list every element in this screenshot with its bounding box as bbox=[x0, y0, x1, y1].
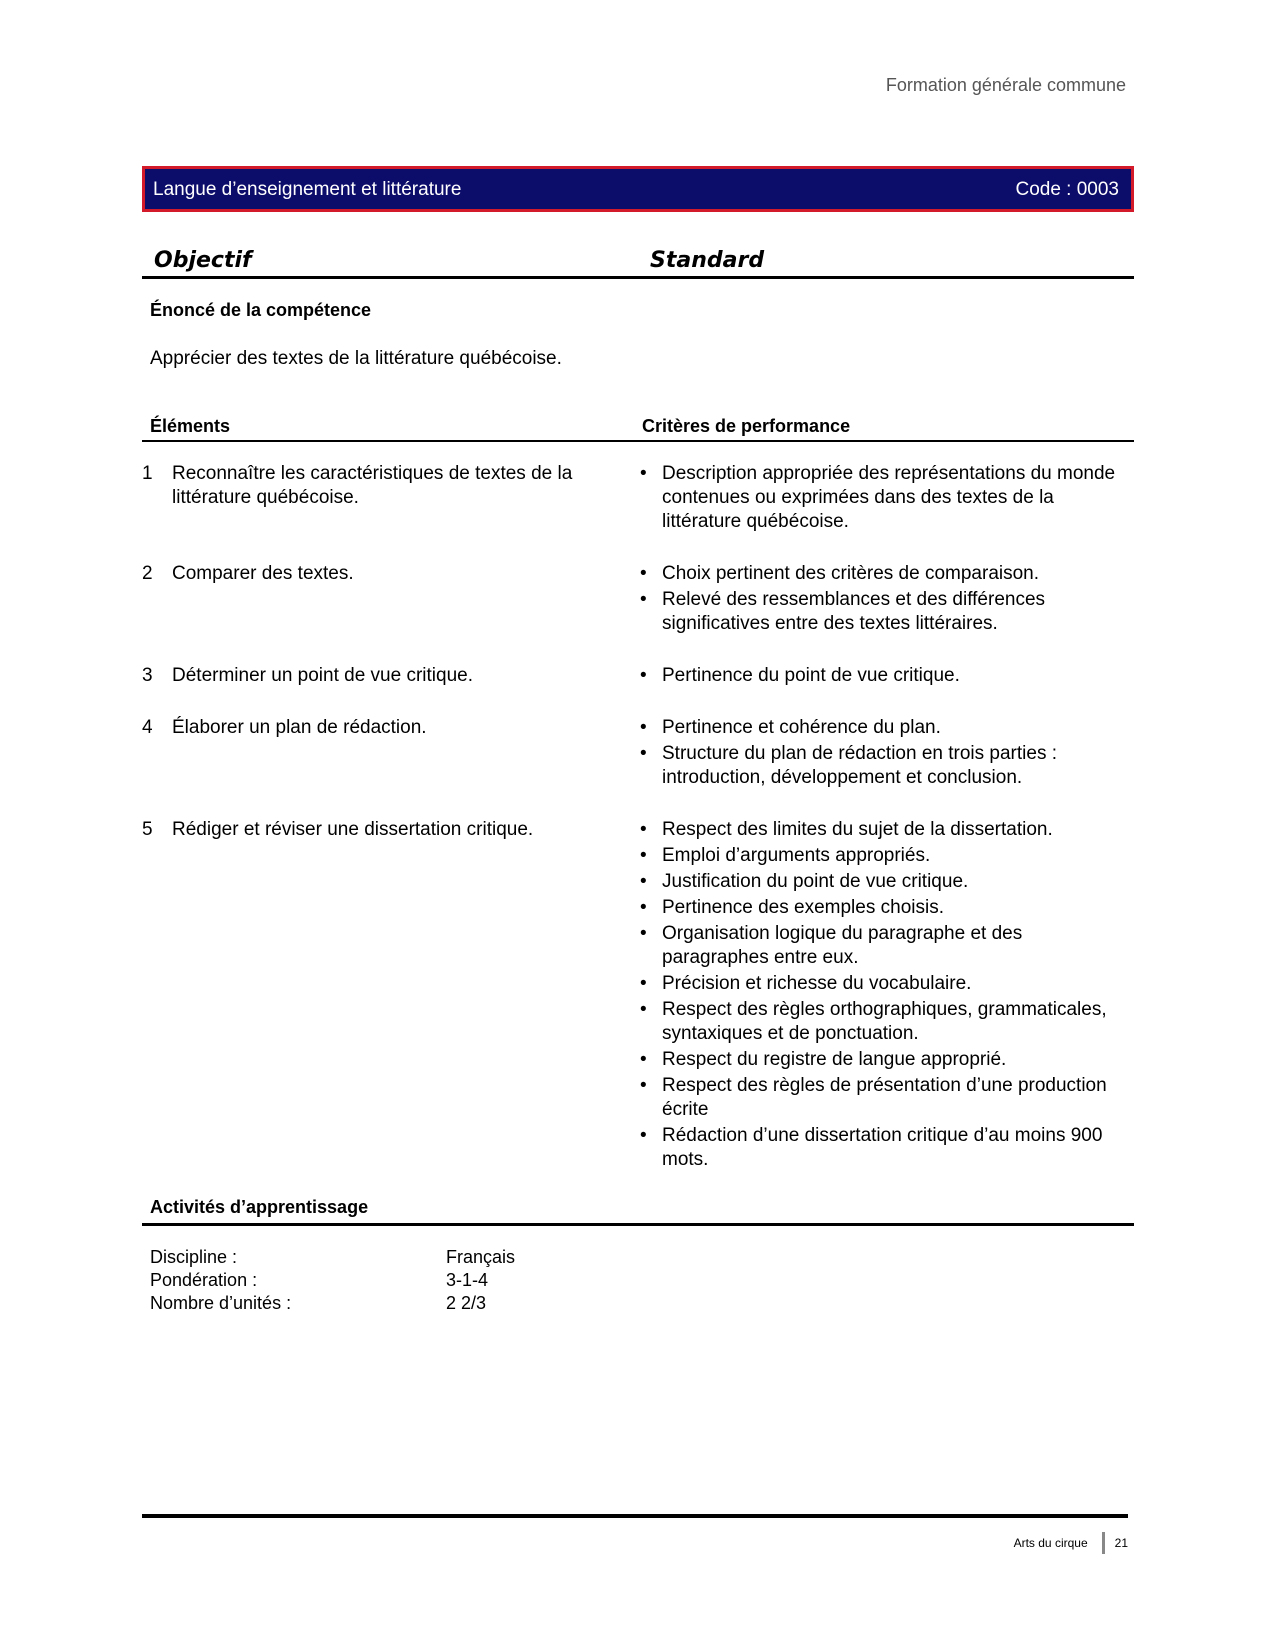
page-number: 21 bbox=[1114, 1536, 1128, 1550]
element-row bbox=[142, 462, 1134, 536]
criteria-list bbox=[636, 716, 1124, 792]
criterion-item: • Respect des règles orthographiques, grammaticales, syntaxiques et de ponctuation. bbox=[636, 998, 1124, 1046]
element-text: Déterminer un point de vue critique. bbox=[172, 665, 473, 686]
units-row bbox=[150, 1292, 515, 1315]
objective-standard-header bbox=[142, 246, 1134, 279]
criterion-item: • Relevé des ressemblances et des différences significatives entre des textes littéraires. bbox=[636, 588, 1124, 636]
course-code: Code : 0003 bbox=[1015, 179, 1119, 200]
footer-rule bbox=[142, 1514, 1128, 1518]
criteria-list bbox=[636, 664, 1124, 690]
element-text: Rédiger et réviser une dissertation critique. bbox=[172, 819, 534, 840]
criterion-item: • Respect des limites du sujet de la dissertation. bbox=[636, 818, 1124, 842]
criterion-item: • Précision et richesse du vocabulaire. bbox=[636, 972, 1124, 996]
discipline-value: Français bbox=[446, 1247, 516, 1267]
element-number: 4 bbox=[142, 717, 153, 738]
page-footer bbox=[1014, 1532, 1128, 1554]
element-text: Élaborer un plan de rédaction. bbox=[172, 717, 427, 738]
activities-label: Activités d’apprentissage bbox=[150, 1197, 369, 1217]
element-item bbox=[142, 562, 632, 638]
title-bar bbox=[142, 166, 1134, 212]
criterion-item: • Choix pertinent des critères de comparaison. bbox=[636, 562, 1124, 586]
criterion-item: • Emploi d’arguments appropriés. bbox=[636, 844, 1124, 868]
criterion-item: • Structure du plan de rédaction en trois parties : introduction, développement et conclusion. bbox=[636, 742, 1124, 790]
criterion-item: • Rédaction d’une dissertation critique d’au moins 900 mots. bbox=[636, 1124, 1124, 1172]
objectif-heading: Objectif bbox=[154, 248, 252, 273]
criterion-item: • Description appropriée des représentations du monde contenues ou exprimées dans des textes de la littérature québécoise. bbox=[636, 462, 1124, 534]
ponderation-value: 3-1-4 bbox=[446, 1270, 489, 1290]
element-text: Reconnaître les caractéristiques de textes de la littérature québécoise. bbox=[172, 463, 573, 508]
running-header: Formation générale commune bbox=[885, 75, 1126, 95]
elements-table bbox=[142, 462, 1134, 1200]
footer-separator bbox=[1102, 1532, 1105, 1554]
elements-column-label: Éléments bbox=[150, 416, 231, 436]
course-title: Langue d’enseignement et littérature bbox=[153, 179, 462, 200]
activities-header bbox=[142, 1195, 1134, 1226]
competence-text: Apprécier des textes de la littérature québécoise. bbox=[150, 348, 562, 369]
standard-heading: Standard bbox=[650, 248, 765, 273]
element-number: 2 bbox=[142, 563, 153, 584]
element-item bbox=[142, 462, 632, 536]
element-row bbox=[142, 818, 1134, 1174]
criteria-list bbox=[636, 818, 1124, 1174]
element-item bbox=[142, 664, 632, 690]
discipline-label: Discipline : bbox=[150, 1247, 238, 1267]
element-item bbox=[142, 716, 632, 792]
criterion-item: • Pertinence du point de vue critique. bbox=[636, 664, 1124, 688]
criterion-item: • Pertinence des exemples choisis. bbox=[636, 896, 1124, 920]
element-row bbox=[142, 562, 1134, 638]
units-label: Nombre d’unités : bbox=[150, 1293, 292, 1313]
discipline-row bbox=[150, 1246, 515, 1269]
criterion-item: • Respect des règles de présentation d’une production écrite bbox=[636, 1074, 1124, 1122]
elements-header bbox=[142, 412, 1134, 442]
criteria-column-label: Critères de performance bbox=[642, 416, 851, 436]
criterion-item: • Respect du registre de langue approprié. bbox=[636, 1048, 1124, 1072]
ponderation-label: Pondération : bbox=[150, 1270, 258, 1290]
footer-program: Arts du cirque bbox=[1013, 1536, 1088, 1550]
element-number: 3 bbox=[142, 665, 153, 686]
course-info bbox=[150, 1246, 515, 1315]
criterion-item: • Pertinence et cohérence du plan. bbox=[636, 716, 1124, 740]
criteria-list bbox=[636, 562, 1124, 638]
units-value: 2 2/3 bbox=[446, 1293, 487, 1313]
ponderation-row bbox=[150, 1269, 515, 1292]
element-item bbox=[142, 818, 632, 1174]
element-text: Comparer des textes. bbox=[172, 563, 354, 584]
element-number: 1 bbox=[142, 463, 153, 484]
element-number: 5 bbox=[142, 819, 153, 840]
criterion-item: • Organisation logique du paragraphe et des paragraphes entre eux. bbox=[636, 922, 1124, 970]
competence-label: Énoncé de la compétence bbox=[150, 300, 372, 320]
element-row bbox=[142, 664, 1134, 690]
criterion-item: • Justification du point de vue critique. bbox=[636, 870, 1124, 894]
element-row bbox=[142, 716, 1134, 792]
criteria-list bbox=[636, 462, 1124, 536]
